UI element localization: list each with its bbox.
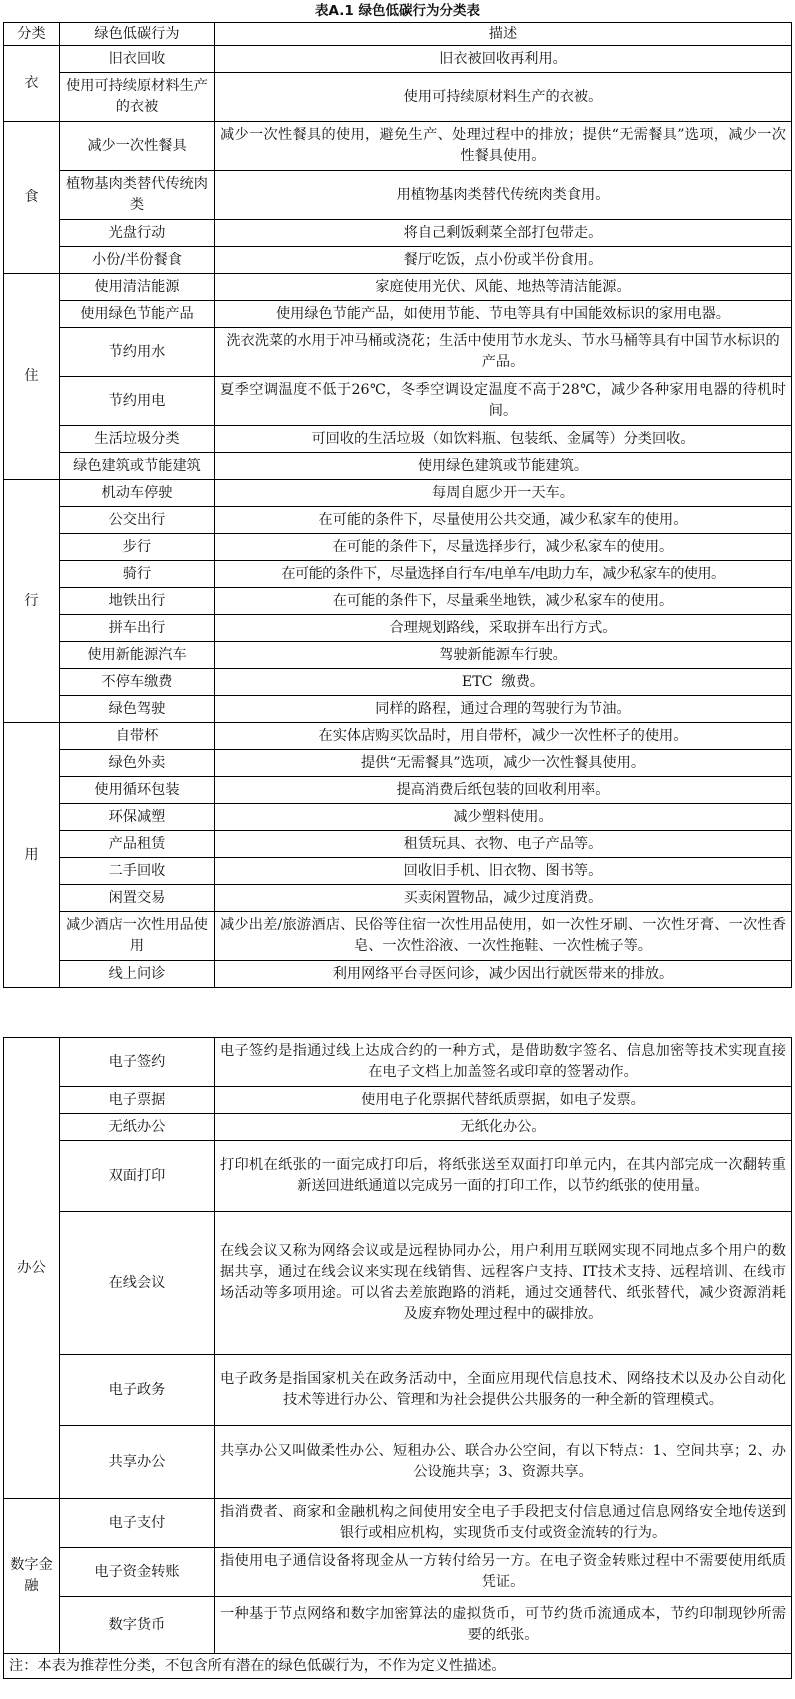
behavior-cell: 电子资金转账 bbox=[60, 1548, 215, 1597]
table-row bbox=[4, 642, 792, 669]
description-cell: 使用电子化票据代替纸质票据，如电子发票。 bbox=[215, 1087, 792, 1114]
table-row bbox=[4, 831, 792, 858]
table-title: 表A.1 绿色低碳行为分类表 bbox=[315, 3, 480, 19]
behavior-cell: 数字货币 bbox=[60, 1597, 215, 1654]
description-cell: 打印机在纸张的一面完成打印后，将纸张送至双面打印单元内，在其内部完成一次翻转重新送回进纸通道以完成另一面的打印工作，以节约纸张的使用量。 bbox=[215, 1141, 792, 1212]
behavior-cell: 绿色驾驶 bbox=[60, 696, 215, 723]
table-row bbox=[4, 534, 792, 561]
description-cell: 在实体店购买饮品时，用自带杯，减少一次性杯子的使用。 bbox=[215, 723, 792, 750]
behavior-cell: 小份/半份餐食 bbox=[60, 247, 215, 274]
category-use: 用 bbox=[4, 723, 60, 988]
table-row bbox=[4, 122, 792, 171]
behavior-cell: 公交出行 bbox=[60, 507, 215, 534]
table-row bbox=[4, 46, 792, 73]
behavior-cell: 共享办公 bbox=[60, 1426, 215, 1499]
behavior-cell: 光盘行动 bbox=[60, 220, 215, 247]
table-row bbox=[4, 1114, 792, 1141]
behavior-cell: 绿色建筑或节能建筑 bbox=[60, 453, 215, 480]
header-behavior: 绿色低碳行为 bbox=[60, 23, 215, 46]
classification-table-part-1 bbox=[3, 22, 792, 988]
header-description: 描述 bbox=[215, 23, 792, 46]
behavior-cell: 在线会议 bbox=[60, 1212, 215, 1355]
description-cell: 利用网络平台寻医问诊，减少因出行就医带来的排放。 bbox=[215, 961, 792, 988]
table-row bbox=[4, 858, 792, 885]
behavior-cell: 电子支付 bbox=[60, 1499, 215, 1548]
table-row bbox=[4, 1087, 792, 1114]
table-row bbox=[4, 220, 792, 247]
category-travel: 行 bbox=[4, 480, 60, 723]
description-cell: ETC 缴费。 bbox=[215, 669, 792, 696]
table-row bbox=[4, 615, 792, 642]
description-cell: 在可能的条件下，尽量使用公共交通，减少私家车的使用。 bbox=[215, 507, 792, 534]
description-cell: 指消费者、商家和金融机构之间使用安全电子手段把支付信息通过信息网络安全地传送到银行或相应机构，实现货币支付或资金流转的行为。 bbox=[215, 1499, 792, 1548]
description-cell: 减少一次性餐具的使用，避免生产、处理过程中的排放；提供“无需餐具”选项，减少一次性餐具使用。 bbox=[215, 122, 792, 171]
behavior-cell: 减少一次性餐具 bbox=[60, 122, 215, 171]
description-cell: 电子政务是指国家机关在政务活动中，全面应用现代信息技术、网络技术以及办公自动化技术等进行办公、管理和为社会提供公共服务的一种全新的管理模式。 bbox=[215, 1355, 792, 1426]
table-row bbox=[4, 804, 792, 831]
description-cell: 租赁玩具、衣物、电子产品等。 bbox=[215, 831, 792, 858]
table-row bbox=[4, 1499, 792, 1548]
description-cell: 减少塑料使用。 bbox=[215, 804, 792, 831]
table-row bbox=[4, 426, 792, 453]
description-cell: 共享办公又叫做柔性办公、短租办公、联合办公空间，有以下特点：1、空间共享；2、办公设施共享；3、资源共享。 bbox=[215, 1426, 792, 1499]
description-cell: 减少出差/旅游酒店、民俗等住宿一次性用品使用，如一次性牙刷、一次性牙膏、一次性香皂、一次性浴液、一次性拖鞋、一次性梳子等。 bbox=[215, 912, 792, 961]
table-header-row bbox=[4, 23, 792, 46]
description-cell: 提高消费后纸包装的回收利用率。 bbox=[215, 777, 792, 804]
table-row bbox=[4, 507, 792, 534]
table-row bbox=[4, 912, 792, 961]
table-row bbox=[4, 453, 792, 480]
table-row bbox=[4, 588, 792, 615]
table-row bbox=[4, 1597, 792, 1654]
table-row bbox=[4, 669, 792, 696]
description-cell: 旧衣被回收再利用。 bbox=[215, 46, 792, 73]
behavior-cell: 拼车出行 bbox=[60, 615, 215, 642]
category-digital-finance: 数字金融 bbox=[4, 1499, 60, 1654]
behavior-cell: 步行 bbox=[60, 534, 215, 561]
description-cell: 买卖闲置物品，减少过度消费。 bbox=[215, 885, 792, 912]
behavior-cell: 不停车缴费 bbox=[60, 669, 215, 696]
description-cell: 在可能的条件下，尽量乘坐地铁，减少私家车的使用。 bbox=[215, 588, 792, 615]
table-row bbox=[4, 1141, 792, 1212]
description-cell: 餐厅吃饭，点小份或半份食用。 bbox=[215, 247, 792, 274]
behavior-cell: 生活垃圾分类 bbox=[60, 426, 215, 453]
description-cell: 在可能的条件下，尽量选择自行车/电单车/电助力车，减少私家车的使用。 bbox=[215, 561, 792, 588]
behavior-cell: 环保减塑 bbox=[60, 804, 215, 831]
table-note-row bbox=[4, 1654, 792, 1679]
behavior-cell: 植物基肉类替代传统肉类 bbox=[60, 171, 215, 220]
description-cell: 使用可持续原材料生产的衣被。 bbox=[215, 73, 792, 122]
table-row bbox=[4, 777, 792, 804]
table-row bbox=[4, 696, 792, 723]
behavior-cell: 使用新能源汽车 bbox=[60, 642, 215, 669]
behavior-cell: 旧衣回收 bbox=[60, 46, 215, 73]
behavior-cell: 使用循环包装 bbox=[60, 777, 215, 804]
description-cell: 洗衣洗菜的水用于冲马桶或浇花；生活中使用节水龙头、节水马桶等具有中国节水标识的产品。 bbox=[215, 328, 792, 377]
behavior-cell: 自带杯 bbox=[60, 723, 215, 750]
table-note: 注：本表为推荐性分类，不包含所有潜在的绿色低碳行为，不作为定义性描述。 bbox=[4, 1654, 792, 1679]
description-cell: 使用绿色建筑或节能建筑。 bbox=[215, 453, 792, 480]
table-row bbox=[4, 1212, 792, 1355]
table-row bbox=[4, 723, 792, 750]
table-row bbox=[4, 1355, 792, 1426]
behavior-cell: 二手回收 bbox=[60, 858, 215, 885]
category-clothing: 衣 bbox=[4, 46, 60, 122]
description-cell: 驾驶新能源车行驶。 bbox=[215, 642, 792, 669]
behavior-cell: 节约用水 bbox=[60, 328, 215, 377]
description-cell: 同样的路程，通过合理的驾驶行为节油。 bbox=[215, 696, 792, 723]
description-cell: 回收旧手机、旧衣物、图书等。 bbox=[215, 858, 792, 885]
table-row bbox=[4, 328, 792, 377]
behavior-cell: 节约用电 bbox=[60, 377, 215, 426]
behavior-cell: 电子政务 bbox=[60, 1355, 215, 1426]
description-cell: 电子签约是指通过线上达成合约的一种方式，是借助数字签名、信息加密等技术实现直接在电子文档上加盖签名或印章的签署动作。 bbox=[215, 1038, 792, 1087]
page-break bbox=[0, 1030, 795, 1037]
description-cell: 可回收的生活垃圾（如饮料瓶、包装纸、金属等）分类回收。 bbox=[215, 426, 792, 453]
table-row bbox=[4, 1038, 792, 1087]
behavior-cell: 减少酒店一次性用品使用 bbox=[60, 912, 215, 961]
table-row bbox=[4, 961, 792, 988]
behavior-cell: 绿色外卖 bbox=[60, 750, 215, 777]
description-cell: 将自己剩饭剩菜全部打包带走。 bbox=[215, 220, 792, 247]
behavior-cell: 骑行 bbox=[60, 561, 215, 588]
classification-table-part-2 bbox=[3, 1037, 792, 1679]
table-row bbox=[4, 274, 792, 301]
description-cell: 家庭使用光伏、风能、地热等清洁能源。 bbox=[215, 274, 792, 301]
table-row bbox=[4, 377, 792, 426]
table-row bbox=[4, 73, 792, 122]
table-row bbox=[4, 171, 792, 220]
behavior-cell: 双面打印 bbox=[60, 1141, 215, 1212]
description-cell: 每周自愿少开一天车。 bbox=[215, 480, 792, 507]
description-cell: 提供“无需餐具”选项，减少一次性餐具使用。 bbox=[215, 750, 792, 777]
description-cell: 无纸化办公。 bbox=[215, 1114, 792, 1141]
description-cell: 在可能的条件下，尽量选择步行，减少私家车的使用。 bbox=[215, 534, 792, 561]
category-food: 食 bbox=[4, 122, 60, 274]
behavior-cell: 使用可持续原材料生产的衣被 bbox=[60, 73, 215, 122]
table-row bbox=[4, 247, 792, 274]
description-cell: 夏季空调温度不低于26℃，冬季空调设定温度不高于28℃，减少各种家用电器的待机时间。 bbox=[215, 377, 792, 426]
behavior-cell: 使用绿色节能产品 bbox=[60, 301, 215, 328]
behavior-cell: 线上问诊 bbox=[60, 961, 215, 988]
table-row bbox=[4, 561, 792, 588]
description-cell: 使用绿色节能产品，如使用节能、节电等具有中国能效标识的家用电器。 bbox=[215, 301, 792, 328]
behavior-cell: 产品租赁 bbox=[60, 831, 215, 858]
description-cell: 在线会议又称为网络会议或是远程协同办公，用户利用互联网实现不同地点多个用户的数据共享，通过在线会议来实现在线销售、远程客户支持、IT技术支持、远程培训、在线市场活动等多项用途。可以省去差旅跑路的消耗，通过交通替代、纸张替代，减少资源消耗及废弃物处理过程中的碳排放。 bbox=[215, 1212, 792, 1355]
description-cell: 指使用电子通信设备将现金从一方转付给另一方。在电子资金转账过程中不需要使用纸质凭证。 bbox=[215, 1548, 792, 1597]
behavior-cell: 闲置交易 bbox=[60, 885, 215, 912]
description-cell: 合理规划路线，采取拼车出行方式。 bbox=[215, 615, 792, 642]
category-housing: 住 bbox=[4, 274, 60, 480]
behavior-cell: 无纸办公 bbox=[60, 1114, 215, 1141]
behavior-cell: 地铁出行 bbox=[60, 588, 215, 615]
description-cell: 用植物基肉类替代传统肉类食用。 bbox=[215, 171, 792, 220]
behavior-cell: 电子签约 bbox=[60, 1038, 215, 1087]
category-office: 办公 bbox=[4, 1038, 60, 1499]
table-row bbox=[4, 750, 792, 777]
table-row bbox=[4, 1548, 792, 1597]
behavior-cell: 使用清洁能源 bbox=[60, 274, 215, 301]
table-row bbox=[4, 1426, 792, 1499]
behavior-cell: 机动车停驶 bbox=[60, 480, 215, 507]
table-row bbox=[4, 885, 792, 912]
description-cell: 一种基于节点网络和数字加密算法的虚拟货币，可节约货币流通成本，节约印制现钞所需要的纸张。 bbox=[215, 1597, 792, 1654]
table-row bbox=[4, 480, 792, 507]
header-category: 分类 bbox=[4, 23, 60, 46]
behavior-cell: 电子票据 bbox=[60, 1087, 215, 1114]
table-row bbox=[4, 301, 792, 328]
